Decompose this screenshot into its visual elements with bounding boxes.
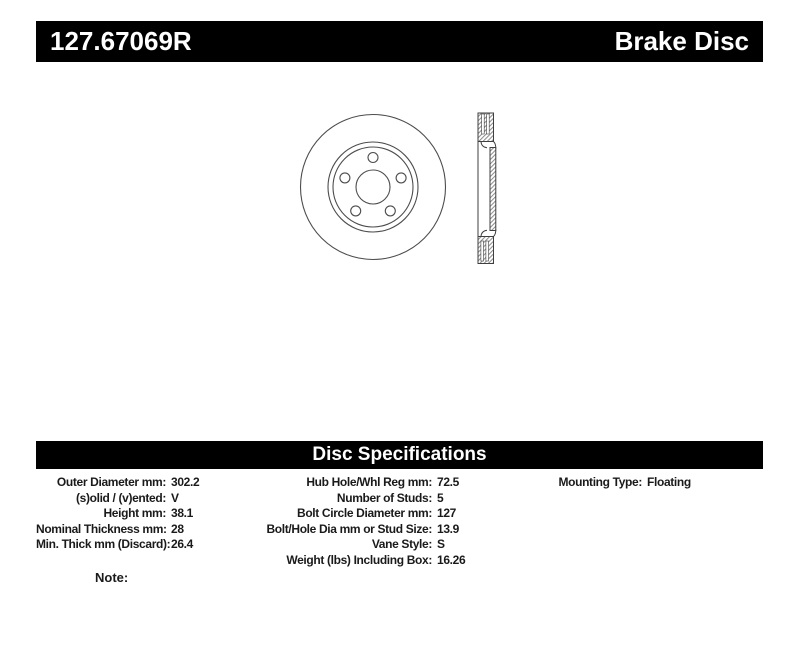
spec-row-hub-hole	[260, 475, 465, 491]
spec-label: Bolt/Hole Dia mm or Stud Size:	[266, 521, 432, 536]
stud-hole	[351, 206, 361, 216]
cross-section-top-ring	[478, 113, 494, 142]
spec-row-mounting-type	[520, 475, 691, 491]
spec-label: Mounting Type:	[558, 475, 642, 489]
disc-outer-edge	[301, 115, 446, 260]
spec-value: 127	[437, 506, 456, 520]
spec-column-right	[520, 475, 691, 491]
spec-value: S	[437, 537, 445, 551]
spec-row-vane-style	[260, 537, 465, 553]
header-bar	[36, 21, 763, 62]
spec-row-solid-vented	[36, 491, 199, 507]
spec-label: Nominal Thickness mm:	[36, 521, 167, 536]
spec-label: Hub Hole/Whl Reg mm:	[306, 475, 432, 489]
spec-value: Floating	[647, 475, 691, 489]
spec-column-middle	[260, 475, 465, 568]
spec-value: 16.26	[437, 552, 466, 567]
spec-row-weight	[260, 553, 465, 569]
spec-label: Height mm:	[103, 506, 166, 520]
stud-hole	[385, 206, 395, 216]
spec-label: Number of Studs:	[336, 490, 432, 505]
spec-value: 302.2	[171, 475, 200, 489]
spec-row-number-of-studs	[260, 491, 465, 507]
stud-hole	[340, 173, 350, 183]
hat-inner-circle	[333, 147, 413, 227]
spec-row-outer-diameter	[36, 475, 199, 491]
spec-value: V	[171, 490, 179, 505]
cross-section-hat-wall	[490, 148, 496, 231]
spec-label: Weight (lbs) Including Box:	[286, 552, 432, 567]
spec-section-header	[36, 441, 763, 469]
brake-disc-cross-section-view	[478, 113, 496, 264]
stud-hole	[368, 153, 378, 163]
spec-value: 28	[171, 521, 184, 536]
hat-outer-circle	[328, 142, 418, 232]
spec-value: 38.1	[171, 506, 193, 520]
spec-label: Outer Diameter mm:	[56, 475, 166, 489]
spec-row-bolt-hole-dia	[260, 522, 465, 538]
spec-row-bolt-circle-diameter	[260, 506, 465, 522]
spec-value: 5	[437, 490, 444, 505]
spec-value: 26.4	[171, 537, 193, 551]
spec-row-min-thickness	[36, 537, 199, 553]
spec-row-height	[36, 506, 199, 522]
spec-label: Bolt Circle Diameter mm:	[297, 506, 432, 520]
stud-hole	[396, 173, 406, 183]
spec-value: 13.9	[437, 521, 459, 536]
brake-disc-drawing	[280, 95, 520, 280]
spec-value: 72.5	[437, 475, 459, 489]
part-number: 127.67069R	[50, 26, 192, 56]
brake-disc-front-view	[301, 115, 446, 260]
spec-row-nominal-thickness	[36, 522, 199, 538]
product-type: Brake Disc	[614, 26, 749, 56]
spec-label: Vane Style:	[371, 537, 432, 551]
hub-hole	[356, 170, 390, 204]
spec-label: (s)olid / (v)ented:	[75, 490, 166, 505]
note-label: Note:	[95, 570, 129, 585]
spec-section-title: Disc Specifications	[312, 444, 487, 465]
spec-column-left	[36, 475, 199, 553]
spec-label: Min. Thick mm (Discard):	[36, 537, 171, 551]
